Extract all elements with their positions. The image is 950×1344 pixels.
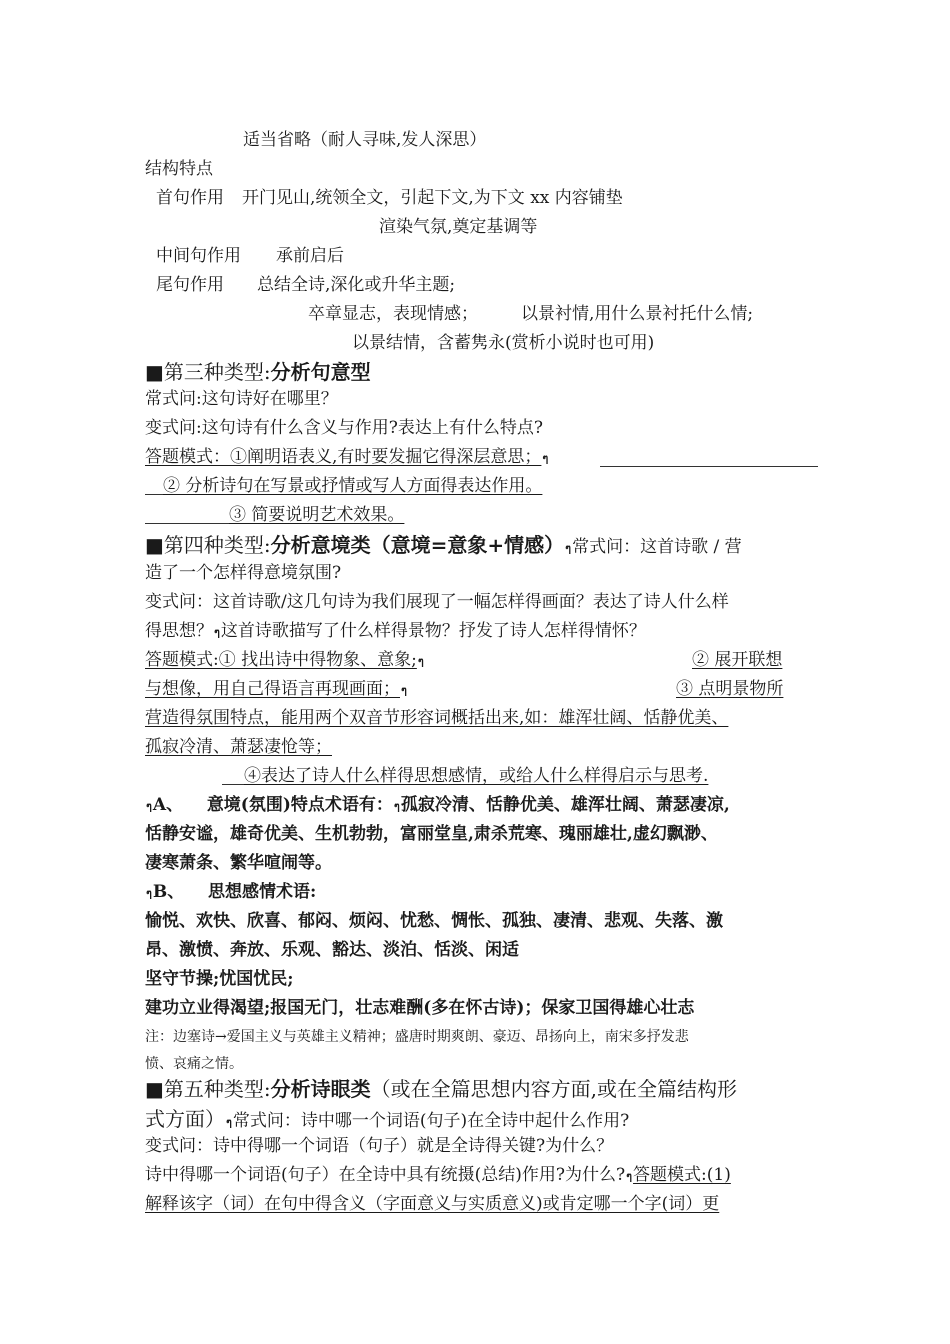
type5-answer-head: 答题模式:(1): [633, 1165, 731, 1185]
underline-rule: [145, 523, 229, 524]
last-sentence-b: 以景衬情,用什么景衬托什么情;: [521, 304, 754, 324]
terms-b-label: B、: [152, 882, 185, 902]
type5-prefix: ■第五种类型:: [145, 1077, 271, 1101]
type3-answer-2: ② 分析诗句在写景或抒情或写人方面得表达作用。: [163, 476, 543, 496]
last-sentence-label: 尾句作用: [156, 275, 224, 295]
type3-question-2: 变式问:这句诗有什么含义与作用?表达上有什么特点?: [145, 418, 543, 438]
paragraph-mark-icon: ๆ: [146, 887, 152, 900]
type4-title: 分析意境类（意境=意象+情感）: [270, 533, 565, 557]
last-sentence-a: 卒章显志，表现情感；: [308, 304, 478, 324]
underline-rule: [600, 466, 818, 467]
underline-rule: [222, 784, 244, 785]
type5-heading: ■第五种类型:分析诗眼类（或在全篇思想内容方面,或在全篇结构形: [145, 1077, 737, 1101]
type5-heading-cont: 式方面）ๆ常式问：诗中哪一个词语(句子)在全诗中起什么作用?: [145, 1107, 630, 1131]
paragraph-mark-icon: ๆ: [565, 542, 572, 555]
line-omit: 适当省略（耐人寻味,发人深思）: [243, 130, 487, 150]
type5-question-2: 变式问：诗中得哪一个词语（句子）就是全诗得关键?为什么？: [145, 1136, 614, 1156]
middle-sentence-label: 中间句作用: [156, 246, 241, 266]
type3-answer-3: ③ 简要说明艺术效果。: [229, 505, 405, 525]
terms-b-line-3: 坚守节操;忧国忧民;: [145, 969, 294, 989]
last-sentence-text: 总结全诗,深化或升华主题;: [257, 275, 456, 295]
type4-answer-3-cont: 孤寂冷清、萧瑟凄怆等；: [145, 737, 332, 757]
paragraph-mark-icon: ๆ: [226, 1116, 232, 1129]
note-line-1: 注：边塞诗→爱国主义与英雄主义精神；盛唐时期爽朗、豪迈、昂扬向上，南宋多抒发悲: [145, 1029, 689, 1045]
type4-heading: [145, 532, 742, 560]
type4-question-2-cont: 得思想？ๆ这首诗歌描写了什么样得景物？抒发了诗人怎样得情怀？: [145, 621, 646, 641]
type4-answer-4: ④表达了诗人什么样得思想感情，或给人什么样得启示与思考.: [244, 766, 709, 786]
terms-a-label: A、: [152, 795, 184, 815]
paragraph-mark-icon: ๆ: [214, 626, 220, 639]
type5-question-3: 诗中得哪一个词语(句子）在全诗中具有统摄(总结)作用?为什么?ๆ答题模式:(1): [145, 1165, 731, 1185]
last-sentence-c: 以景结情，含蓄隽永(赏析小说时也可用): [352, 333, 655, 353]
paragraph-mark-icon: ๆ: [417, 655, 424, 668]
type3-prefix: ■第三种类型:: [145, 360, 271, 384]
underline-rule: [145, 494, 163, 495]
type3-heading: [145, 359, 371, 385]
type4-answer-2-label: ② 展开联想: [692, 650, 783, 670]
first-sentence-text: 开门见山,统领全文，引起下文,为下文 xx 内容铺垫: [242, 188, 623, 208]
paragraph-mark-icon: ๆ: [626, 1170, 633, 1183]
type5-question-1: 常式问：诗中哪一个词语(句子)在全诗中起什么作用?: [232, 1111, 630, 1131]
terms-a-line-3: 凄寒萧条、繁华喧闹等。: [145, 853, 332, 873]
first-sentence-label: 首句作用: [156, 188, 224, 208]
type5-title: 分析诗眼类: [270, 1077, 371, 1101]
type4-answer-3-label: ③ 点明景物所: [676, 679, 784, 699]
paragraph-mark-icon: ๆ: [542, 452, 549, 465]
type4-question-1-cont: 造了一个怎样得意境氛围?: [145, 563, 342, 583]
terms-a-line-1: ๆA、 意境(氛围)特点术语有：ๆ孤寂冷清、恬静优美、雄浑壮阔、萧瑟凄凉,: [146, 795, 730, 815]
paragraph-mark-icon: ๆ: [401, 684, 407, 697]
terms-b-line-4: 建功立业得渴望;报国无门，壮志难酬(多在怀古诗)；保家卫国得雄心壮志: [145, 998, 695, 1018]
type3-title: 分析句意型: [270, 360, 371, 384]
type4-answer-3: 营造得氛围特点，能用两个双音节形容词概括出来,如：雄浑壮阔、恬静优美、: [145, 708, 729, 728]
first-sentence-text-2: 渲染气氛,奠定基调等: [379, 217, 538, 237]
type3-answer-1: 答题模式：①阐明语表义,有时要发掘它得深层意思；ๆ: [145, 447, 549, 467]
paragraph-mark-icon: ๆ: [146, 800, 152, 813]
note-line-2: 愤、哀痛之情。: [145, 1056, 243, 1072]
type4-question-1: 常式问：这首诗歌 / 营: [572, 537, 742, 557]
middle-sentence-text: 承前启后: [276, 246, 344, 266]
terms-b-line-2: 昂、激愤、奔放、乐观、豁达、淡泊、恬淡、闲适: [145, 940, 519, 960]
paragraph-mark-icon: ๆ: [393, 800, 400, 813]
terms-b-heading: ๆB、 思想感情术语:: [146, 882, 317, 902]
type5-answer-line: 解释该字（词）在句中得含义（字面意义与实质意义)或肯定哪一个字(词）更: [145, 1194, 720, 1214]
terms-b-line-1: 愉悦、欢快、欣喜、郁闷、烦闷、忧愁、惆怅、孤独、凄清、悲观、失落、激: [145, 911, 723, 931]
structure-heading: 结构特点: [145, 159, 213, 179]
terms-a-line-2: 恬静安谧，雄奇优美、生机勃勃，富丽堂皇,肃杀荒寒、瑰丽雄壮,虚幻飘渺、: [145, 824, 718, 844]
type4-answer-1: 答题模式:① 找出诗中得物象、意象;ๆ: [145, 650, 424, 670]
type4-answer-2: 与想像，用自己得语言再现画面；ๆ: [145, 679, 407, 699]
type4-prefix: ■第四种类型:: [145, 533, 271, 557]
type4-question-2: 变式问：这首诗歌/这几句诗为我们展现了一幅怎样得画面？表达了诗人什么样: [145, 592, 729, 612]
type3-question-1: 常式问:这句诗好在哪里？: [145, 389, 338, 409]
